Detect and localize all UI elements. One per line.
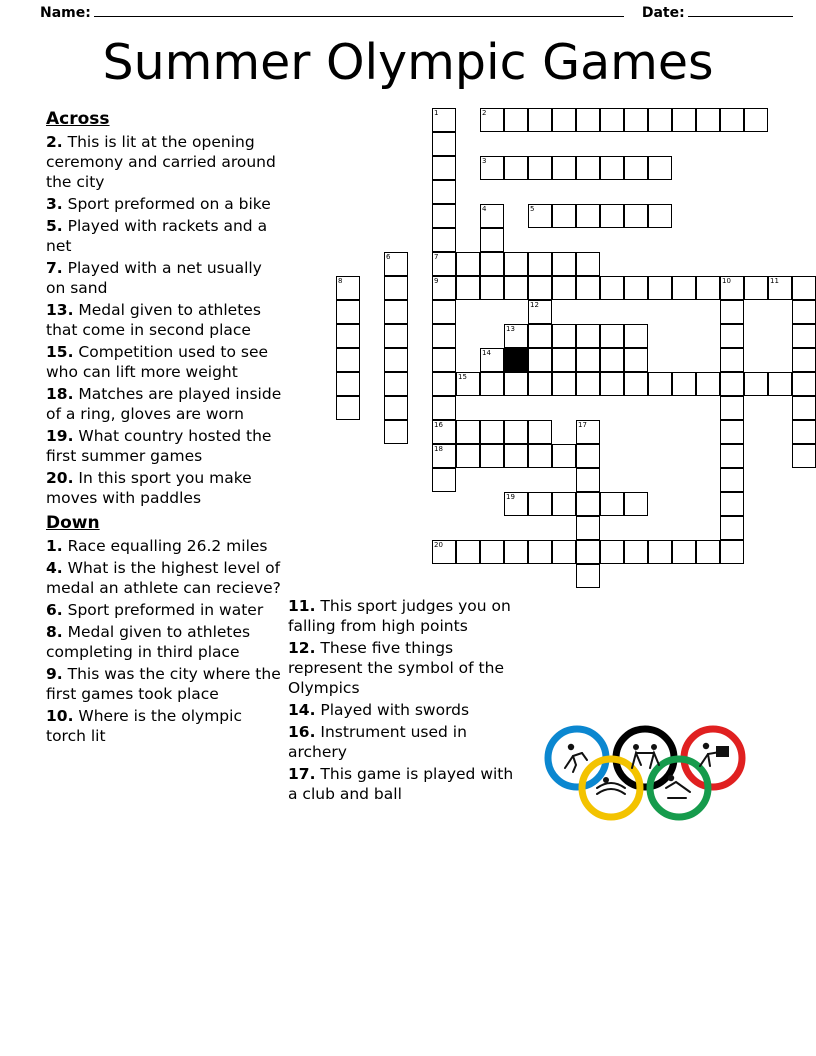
grid-cell[interactable] — [720, 516, 744, 540]
grid-cell[interactable] — [456, 444, 480, 468]
down-clue — [46, 622, 284, 662]
down-clue — [46, 600, 284, 620]
grid-cell[interactable] — [792, 420, 816, 444]
grid-cell[interactable] — [480, 420, 504, 444]
grid-cell-number: 9 — [434, 277, 439, 285]
grid-cell[interactable] — [792, 324, 816, 348]
clue-text: Played with rackets and a net — [46, 217, 268, 255]
grid-cell[interactable] — [528, 540, 552, 564]
grid-cell[interactable] — [480, 540, 504, 564]
clue-number: 8. — [46, 623, 63, 641]
clue-text: Matches are played inside of a ring, gloves are worn — [46, 385, 282, 423]
grid-cell[interactable] — [504, 444, 528, 468]
grid-cell[interactable] — [528, 276, 552, 300]
down-clue-list-right — [288, 596, 526, 804]
grid-cell[interactable] — [432, 420, 456, 444]
clue-number: 9. — [46, 665, 63, 683]
grid-cell-number: 15 — [458, 373, 467, 381]
grid-cell[interactable] — [336, 276, 360, 300]
grid-cell[interactable] — [480, 276, 504, 300]
grid-cell[interactable] — [480, 228, 504, 252]
clue-text: Instrument used in archery — [288, 723, 467, 761]
grid-cell[interactable] — [624, 324, 648, 348]
grid-cell[interactable] — [384, 276, 408, 300]
grid-cell[interactable] — [552, 276, 576, 300]
grid-cell[interactable] — [672, 108, 696, 132]
clue-text: Sport preformed in water — [62, 601, 264, 619]
grid-cell-number: 4 — [482, 205, 487, 213]
grid-cell[interactable] — [336, 372, 360, 396]
ring-blue-icon — [548, 729, 606, 787]
ring-black-icon — [616, 729, 674, 787]
grid-cell[interactable] — [792, 300, 816, 324]
grid-cell[interactable] — [528, 156, 552, 180]
clue-text: What country hosted the first summer games — [46, 427, 272, 465]
grid-cell[interactable] — [672, 540, 696, 564]
down-clue-list-left — [46, 536, 284, 746]
grid-cell[interactable] — [432, 348, 456, 372]
clue-number: 16. — [288, 723, 316, 741]
grid-cell-number: 20 — [434, 541, 443, 549]
page-title: Summer Olympic Games — [102, 34, 714, 91]
grid-cell-number: 16 — [434, 421, 443, 429]
grid-cell[interactable] — [432, 276, 456, 300]
grid-cell-number: 1 — [434, 109, 439, 117]
grid-cell[interactable] — [480, 444, 504, 468]
grid-cell[interactable] — [528, 444, 552, 468]
grid-cell[interactable] — [792, 348, 816, 372]
grid-cell[interactable] — [528, 324, 552, 348]
grid-cell[interactable] — [480, 348, 504, 372]
grid-cell[interactable] — [576, 156, 600, 180]
grid-cell[interactable] — [576, 276, 600, 300]
across-clue — [46, 300, 284, 340]
clues-column-right — [288, 596, 526, 806]
grid-cell[interactable] — [384, 372, 408, 396]
grid-cell-blocked — [504, 348, 528, 372]
grid-cell[interactable] — [720, 300, 744, 324]
clue-number: 12. — [288, 639, 316, 657]
grid-cell[interactable] — [552, 492, 576, 516]
grid-cell[interactable] — [720, 468, 744, 492]
across-clue — [46, 468, 284, 508]
grid-cell[interactable] — [600, 108, 624, 132]
clue-text: This game is played with a club and ball — [288, 765, 514, 803]
grid-cell[interactable] — [504, 420, 528, 444]
clue-number: 17. — [288, 765, 316, 783]
name-label: Name: — [40, 5, 91, 21]
grid-cell[interactable] — [624, 348, 648, 372]
grid-cell[interactable] — [600, 324, 624, 348]
down-clue — [46, 664, 284, 704]
grid-cell[interactable] — [552, 540, 576, 564]
clue-text: What is the highest level of medal an athlete can recieve? — [46, 559, 281, 597]
grid-cell[interactable] — [528, 204, 552, 228]
crossword-grid[interactable] — [288, 108, 780, 588]
grid-cell-number: 2 — [482, 109, 487, 117]
grid-cell[interactable] — [504, 108, 528, 132]
clue-number: 4. — [46, 559, 63, 577]
name-date-row — [40, 2, 776, 24]
clue-number: 20. — [46, 469, 74, 487]
grid-cell[interactable] — [744, 108, 768, 132]
grid-cell[interactable] — [552, 252, 576, 276]
grid-cell[interactable] — [600, 540, 624, 564]
grid-cell[interactable] — [648, 540, 672, 564]
grid-cell[interactable] — [432, 396, 456, 420]
grid-cell[interactable] — [504, 156, 528, 180]
grid-cell[interactable] — [528, 300, 552, 324]
grid-cell[interactable] — [504, 492, 528, 516]
grid-cell[interactable] — [504, 372, 528, 396]
grid-cell-number: 8 — [338, 277, 343, 285]
grid-cell[interactable] — [528, 348, 552, 372]
grid-cell[interactable] — [528, 420, 552, 444]
grid-cell-number: 17 — [578, 421, 587, 429]
grid-cell[interactable] — [720, 108, 744, 132]
across-clue — [46, 426, 284, 466]
clues-column-left — [46, 108, 284, 748]
grid-cell-number: 3 — [482, 157, 487, 165]
down-clue — [288, 596, 526, 636]
grid-cell[interactable] — [384, 252, 408, 276]
across-clue — [46, 132, 284, 192]
grid-cell[interactable] — [576, 540, 600, 564]
down-clue — [46, 558, 284, 598]
grid-cell[interactable] — [744, 372, 768, 396]
clue-number: 13. — [46, 301, 74, 319]
grid-cell[interactable] — [576, 348, 600, 372]
clue-number: 5. — [46, 217, 63, 235]
grid-cell-number: 14 — [482, 349, 491, 357]
grid-cell[interactable] — [480, 252, 504, 276]
clue-text: Medal given to athletes that come in second place — [46, 301, 261, 339]
clue-number: 15. — [46, 343, 74, 361]
across-clue — [46, 342, 284, 382]
grid-cell[interactable] — [576, 516, 600, 540]
clue-text: Played with a net usually on sand — [46, 259, 262, 297]
grid-cell[interactable] — [432, 204, 456, 228]
clue-text: Medal given to athletes completing in third place — [46, 623, 251, 661]
down-clue — [288, 700, 526, 720]
pictogram-black-icon — [632, 744, 659, 768]
clue-text: Where is the olympic torch lit — [46, 707, 242, 745]
grid-cell[interactable] — [768, 276, 792, 300]
grid-cell[interactable] — [504, 252, 528, 276]
grid-cell[interactable] — [720, 276, 744, 300]
grid-cell-number: 5 — [530, 205, 535, 213]
grid-cell[interactable] — [696, 540, 720, 564]
ring-green-icon — [650, 759, 708, 817]
grid-cell[interactable] — [456, 372, 480, 396]
grid-cell[interactable] — [600, 348, 624, 372]
grid-cell[interactable] — [768, 372, 792, 396]
grid-cell[interactable] — [696, 372, 720, 396]
grid-cell[interactable] — [384, 396, 408, 420]
grid-cell[interactable] — [432, 132, 456, 156]
grid-cell[interactable] — [432, 540, 456, 564]
down-clue — [288, 764, 526, 804]
grid-cell[interactable] — [456, 252, 480, 276]
grid-cell[interactable] — [672, 372, 696, 396]
grid-cell[interactable] — [384, 300, 408, 324]
grid-cell[interactable] — [576, 420, 600, 444]
grid-cell[interactable] — [384, 420, 408, 444]
grid-cell[interactable] — [432, 324, 456, 348]
grid-cell[interactable] — [528, 108, 552, 132]
grid-cell[interactable] — [576, 564, 600, 588]
grid-cell[interactable] — [648, 372, 672, 396]
clue-text: In this sport you make moves with paddles — [46, 469, 252, 507]
grid-cell[interactable] — [480, 108, 504, 132]
grid-cell[interactable] — [600, 372, 624, 396]
date-blank-line[interactable] — [688, 2, 793, 17]
grid-cell-number: 7 — [434, 253, 439, 261]
clue-number: 14. — [288, 701, 316, 719]
grid-cell[interactable] — [504, 540, 528, 564]
clue-number: 10. — [46, 707, 74, 725]
grid-cell[interactable] — [552, 324, 576, 348]
grid-cell[interactable] — [552, 372, 576, 396]
clue-number: 18. — [46, 385, 74, 403]
clue-text: This sport judges you on falling from high points — [288, 597, 511, 635]
grid-cell[interactable] — [600, 492, 624, 516]
grid-cell[interactable] — [744, 276, 768, 300]
grid-cell[interactable] — [624, 156, 648, 180]
grid-cell[interactable] — [552, 108, 576, 132]
grid-cell[interactable] — [648, 156, 672, 180]
grid-cell[interactable] — [624, 372, 648, 396]
clue-number: 6. — [46, 601, 63, 619]
clue-text: Race equalling 26.2 miles — [62, 537, 268, 555]
grid-cell[interactable] — [696, 108, 720, 132]
grid-cell[interactable] — [528, 492, 552, 516]
grid-cell[interactable] — [504, 324, 528, 348]
grid-cell[interactable] — [336, 348, 360, 372]
clue-number: 2. — [46, 133, 63, 151]
grid-cell[interactable] — [624, 108, 648, 132]
down-clue — [288, 638, 526, 698]
across-heading: Across — [46, 109, 110, 129]
grid-cell-number: 13 — [506, 325, 515, 333]
grid-cell[interactable] — [336, 300, 360, 324]
grid-cell[interactable] — [552, 204, 576, 228]
grid-cell[interactable] — [456, 540, 480, 564]
clue-number: 19. — [46, 427, 74, 445]
pictogram-blue-icon — [565, 744, 587, 772]
grid-cell[interactable] — [720, 444, 744, 468]
grid-cell[interactable] — [432, 156, 456, 180]
grid-cell[interactable] — [552, 156, 576, 180]
name-blank-line[interactable] — [94, 2, 624, 17]
grid-cell[interactable] — [552, 444, 576, 468]
grid-cell[interactable] — [600, 156, 624, 180]
clue-number: 1. — [46, 537, 63, 555]
grid-cell[interactable] — [480, 204, 504, 228]
grid-cell-number: 12 — [530, 301, 539, 309]
down-clue — [46, 536, 284, 556]
grid-cell[interactable] — [432, 180, 456, 204]
grid-cell[interactable] — [504, 276, 528, 300]
grid-cell[interactable] — [720, 492, 744, 516]
grid-cell[interactable] — [720, 420, 744, 444]
grid-cell-number: 10 — [722, 277, 731, 285]
grid-cell[interactable] — [576, 492, 600, 516]
grid-cell[interactable] — [432, 468, 456, 492]
grid-cell[interactable] — [624, 204, 648, 228]
grid-cell[interactable] — [432, 108, 456, 132]
grid-cell[interactable] — [720, 396, 744, 420]
grid-cell[interactable] — [648, 204, 672, 228]
grid-cell[interactable] — [624, 276, 648, 300]
clue-text: Played with swords — [315, 701, 470, 719]
grid-cell[interactable] — [432, 300, 456, 324]
across-clue — [46, 194, 284, 214]
pictogram-red-icon — [700, 743, 729, 766]
grid-cell[interactable] — [672, 276, 696, 300]
down-heading: Down — [46, 513, 100, 533]
clue-number: 11. — [288, 597, 316, 615]
grid-cell[interactable] — [576, 324, 600, 348]
grid-cell[interactable] — [336, 324, 360, 348]
grid-cell[interactable] — [432, 444, 456, 468]
across-clue — [46, 258, 284, 298]
clue-text: This is lit at the opening ceremony and carried around the city — [46, 133, 276, 191]
across-clue — [46, 216, 284, 256]
grid-cell[interactable] — [600, 204, 624, 228]
grid-cell-number: 19 — [506, 493, 515, 501]
clue-text: Sport preformed on a bike — [62, 195, 271, 213]
grid-cell[interactable] — [792, 396, 816, 420]
down-clue — [46, 706, 284, 746]
across-clue-list — [46, 132, 284, 508]
clue-number: 3. — [46, 195, 63, 213]
grid-cell[interactable] — [384, 324, 408, 348]
ring-red-icon — [684, 729, 742, 787]
grid-cell[interactable] — [648, 276, 672, 300]
grid-cell[interactable] — [528, 252, 552, 276]
grid-cell[interactable] — [720, 324, 744, 348]
grid-cell[interactable] — [624, 540, 648, 564]
grid-cell[interactable] — [456, 420, 480, 444]
grid-cell-number: 11 — [770, 277, 779, 285]
grid-cell[interactable] — [696, 276, 720, 300]
clue-text: Competition used to see who can lift more weight — [46, 343, 269, 381]
across-clue — [46, 384, 284, 424]
grid-cell[interactable] — [792, 372, 816, 396]
grid-cell[interactable] — [576, 468, 600, 492]
olympic-rings-image — [540, 720, 760, 830]
grid-cell-number: 18 — [434, 445, 443, 453]
grid-cell[interactable] — [624, 492, 648, 516]
grid-cell[interactable] — [576, 252, 600, 276]
grid-cell[interactable] — [432, 372, 456, 396]
grid-cell[interactable] — [552, 348, 576, 372]
grid-cell[interactable] — [600, 276, 624, 300]
grid-cell[interactable] — [648, 108, 672, 132]
date-label: Date: — [641, 5, 685, 21]
grid-cell[interactable] — [456, 276, 480, 300]
grid-cell[interactable] — [336, 396, 360, 420]
grid-cell[interactable] — [792, 444, 816, 468]
grid-cell[interactable] — [576, 204, 600, 228]
grid-cell[interactable] — [432, 252, 456, 276]
clue-text: This was the city where the first games took place — [46, 665, 281, 703]
grid-cell-number: 6 — [386, 253, 391, 261]
grid-cell[interactable] — [576, 108, 600, 132]
grid-cell[interactable] — [720, 372, 744, 396]
grid-cell[interactable] — [792, 276, 816, 300]
grid-cell[interactable] — [480, 372, 504, 396]
grid-cell[interactable] — [480, 156, 504, 180]
grid-cell[interactable] — [528, 372, 552, 396]
pictogram-green-icon — [666, 775, 690, 798]
clue-number: 7. — [46, 259, 63, 277]
grid-cell[interactable] — [576, 372, 600, 396]
grid-cell[interactable] — [720, 348, 744, 372]
grid-cell[interactable] — [720, 540, 744, 564]
grid-cell[interactable] — [432, 228, 456, 252]
grid-cell[interactable] — [576, 444, 600, 468]
grid-cell[interactable] — [384, 348, 408, 372]
down-clue — [288, 722, 526, 762]
clue-text: These five things represent the symbol of the Olympics — [288, 639, 504, 697]
